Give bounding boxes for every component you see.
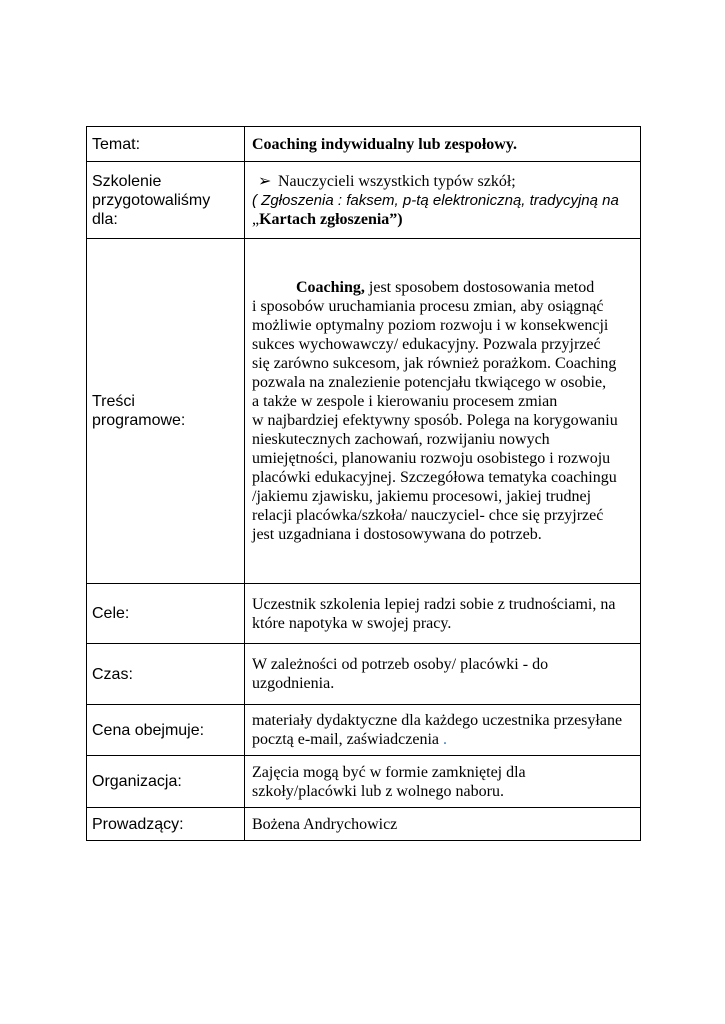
bullet-text: Nauczycieli wszystkich typów szkół; — [278, 172, 516, 190]
row-temat — [87, 127, 641, 162]
paragraph-line: placówki edukacyjnej. Szczegółowa tematyka coachingu — [252, 469, 617, 486]
row-szkolenie — [87, 162, 641, 239]
paragraph-line: i sposobów uruchamiania procesu zmian, aby osiągnąć — [252, 298, 604, 315]
paragraph-line: nieskutecznych zachowań, rozwijaniu nowych — [252, 431, 550, 448]
value-temat: Coaching indywidualny lub zespołowy. — [245, 127, 641, 162]
trailing-dot: . — [443, 731, 447, 748]
paragraph-line: /jakiemu zjawisku, jakiemu procesowi, jakiej trudnej — [252, 488, 592, 505]
label-organizacja: Organizacja: — [87, 756, 245, 808]
paragraph-line: umiejętności, planowaniu rozwoju osobistego i rozwoju — [252, 450, 611, 467]
row-organizacja — [87, 756, 641, 808]
label-line: Szkolenie — [92, 172, 162, 190]
value-prowadzacy: Bożena Andrychowicz — [245, 808, 641, 841]
label-line: Treści — [92, 393, 135, 410]
bullet-line — [252, 172, 634, 191]
note-bold: Kartach zgłoszenia”) — [259, 210, 403, 228]
note-bold-line — [252, 210, 634, 229]
row-tresci — [87, 239, 641, 584]
row-czas — [87, 644, 641, 705]
value-cele: Uczestnik szkolenia lepiej radzi sobie z trudnościami, na które napotyka w swojej pracy. — [245, 584, 641, 644]
label-czas: Czas: — [87, 644, 245, 705]
label-prowadzacy: Prowadzący: — [87, 808, 245, 841]
paragraph-line: się zarówno sukcesom, jak również porażkom. Coaching — [252, 355, 617, 372]
row-cele — [87, 584, 641, 644]
label-line: dla: — [92, 210, 118, 228]
value-szkolenie — [245, 162, 641, 239]
row-prowadzacy — [87, 808, 641, 841]
label-tresci — [87, 239, 245, 584]
paragraph-line: pozwala na znalezienie potencjału tkwiącego w osobie, — [252, 374, 607, 391]
paragraph-line: w najbardziej efektywny sposób. Polega na korygowaniu — [252, 412, 618, 429]
value-cena: materiały dydaktyczne dla każdego uczestnika przesyłane pocztą e-mail, zaświadczenia . — [245, 705, 641, 756]
label-cele: Cele: — [87, 584, 245, 644]
label-szkolenie — [87, 162, 245, 239]
label-line: przygotowaliśmy — [92, 191, 211, 209]
value-czas: W zależności od potrzeb osoby/ placówki - do uzgodnienia. — [245, 644, 641, 705]
quote-open: „ — [252, 210, 260, 228]
paragraph-line: sukces wychowawczy/ edukacyjny. Pozwala przyjrzeć — [252, 336, 601, 353]
value-organizacja: Zajęcia mogą być w formie zamkniętej dla szkoły/placówki lub z wolnego naboru. — [245, 756, 641, 808]
paragraph-line: a także w zespole i kierowaniu procesem zmian — [252, 393, 558, 410]
label-cena: Cena obejmuje: — [87, 705, 245, 756]
label-temat: Temat: — [87, 127, 245, 162]
lead-bold: Coaching, — [296, 279, 365, 296]
row-cena — [87, 705, 641, 756]
paragraph-line: możliwie optymalny poziom rozwoju i w konsekwencji — [252, 317, 609, 334]
label-line: programowe: — [92, 412, 186, 429]
program-table — [86, 126, 641, 841]
paragraph-line: Coaching, jest sposobem dostosowania metod — [296, 279, 595, 296]
note-italic: ( Zgłoszenia : faksem, p-tą elektroniczną, tradycyjną na — [252, 191, 619, 209]
value-tresci — [245, 239, 641, 584]
paragraph-line: relacji placówka/szkoła/ nauczyciel- chce się przyjrzeć — [252, 507, 604, 524]
arrow-bullet-icon: ➢ — [258, 172, 272, 190]
paragraph-line: jest uzgadniana i dostosowywana do potrzeb. — [252, 526, 542, 543]
